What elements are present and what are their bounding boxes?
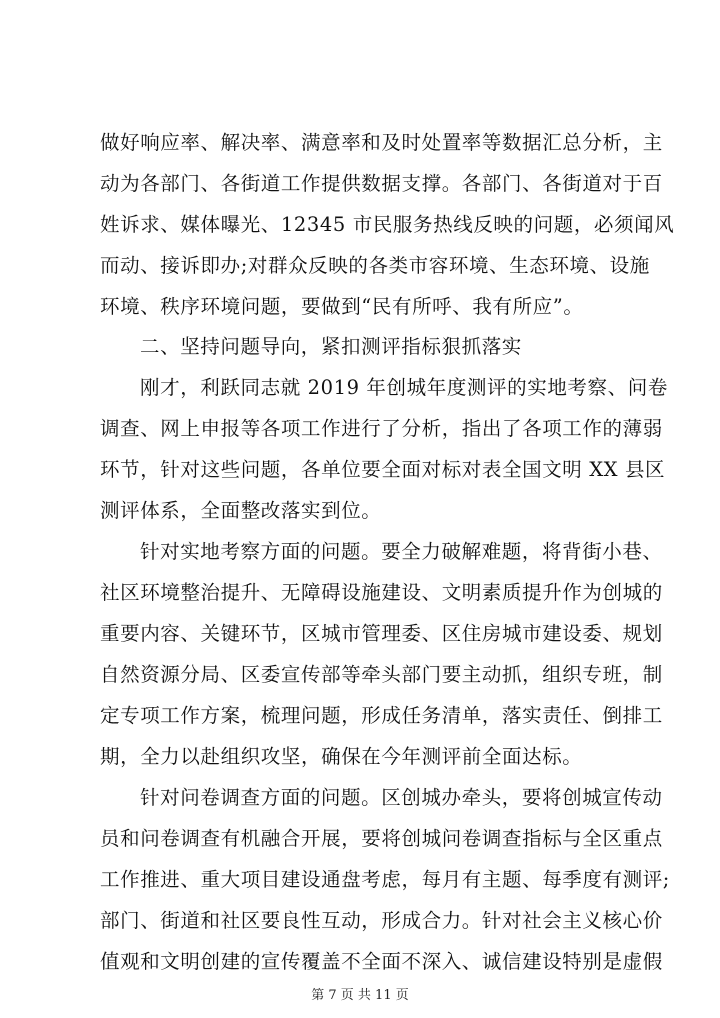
body-line: 姓诉求、媒体曝光、12345 市民服务热线反映的问题，必须闻风: [100, 213, 675, 236]
page-number-footer: 第 7 页 共 11 页: [311, 988, 409, 1003]
body-line: 而动、接诉即办;对群众反映的各类市容环境、生态环境、设施: [100, 254, 650, 277]
body-line: 值观和文明创建的宣传覆盖不全面不深入、诚信建设特别是虚假: [100, 950, 663, 973]
body-line: 员和问卷调查有机融合开展，要将创城问卷调查指标与全区重点: [100, 827, 663, 850]
body-line: 环节，针对这些问题，各单位要全面对标对表全国文明 XX 县区: [100, 458, 666, 481]
body-line: 动为各部门、各街道工作提供数据支撑。各部门、各街道对于百: [100, 172, 663, 195]
body-line: 针对问卷调查方面的问题。区创城办牵头，要将创城宣传动: [140, 786, 663, 809]
section-heading: 二、坚持问题导向，紧扣测评指标狠抓落实: [140, 335, 522, 358]
body-line: 自然资源分局、区委宣传部等牵头部门要主动抓，组织专班，制: [100, 663, 663, 686]
body-line: 调查、网上申报等各项工作进行了分析，指出了各项工作的薄弱: [100, 417, 663, 440]
body-line: 刚才，利跃同志就 2019 年创城年度测评的实地考察、问卷: [140, 376, 668, 399]
body-line: 环境、秩序环境问题，要做到“民有所呼、我有所应”。: [100, 295, 584, 318]
body-line: 期，全力以赴组织攻坚，确保在今年测评前全面达标。: [100, 745, 583, 768]
body-line: 定专项工作方案，梳理问题，形成任务清单，落实责任、倒排工: [100, 704, 663, 727]
body-line: 社区环境整治提升、无障碍设施建设、文明素质提升作为创城的: [100, 581, 663, 604]
body-line: 针对实地考察方面的问题。要全力破解难题，将背街小巷、: [140, 540, 663, 563]
body-line: 做好响应率、解决率、满意率和及时处置率等数据汇总分析，主: [100, 131, 663, 154]
body-line: 测评体系，全面整改落实到位。: [100, 499, 382, 522]
body-line: 工作推进、重大项目建设通盘考虑，每月有主题、每季度有测评;: [100, 868, 670, 891]
body-line: 部门、街道和社区要良性互动，形成合力。针对社会主义核心价: [100, 909, 663, 932]
body-line: 重要内容、关键环节，区城市管理委、区住房城市建设委、规划: [100, 622, 663, 645]
